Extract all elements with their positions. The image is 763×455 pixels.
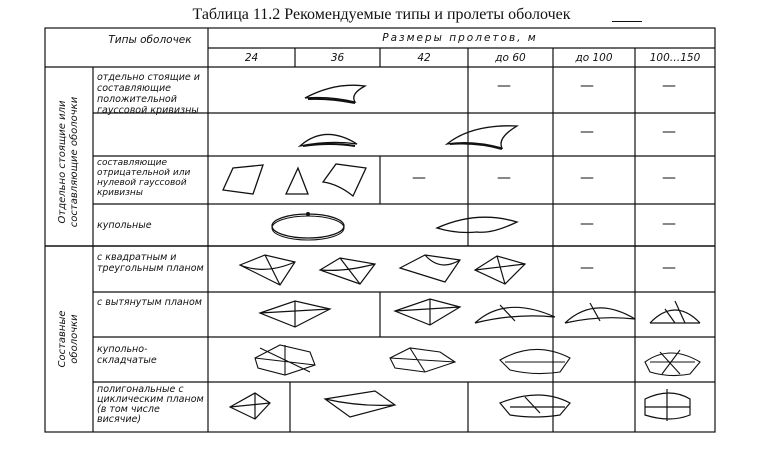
span-36: 36	[330, 52, 345, 64]
shell-sketch-positive	[300, 80, 370, 108]
dash-r1-100: —	[580, 78, 594, 94]
dash-r3-100: —	[580, 216, 594, 232]
row-label-domed-folded: купольно-складчатые	[97, 344, 157, 366]
dash-r2-150: —	[662, 170, 676, 186]
dash-r1b-150: —	[662, 124, 676, 140]
group-composite-line2: оболочки	[69, 314, 80, 364]
dome-sketch-round	[268, 208, 348, 242]
dash-r1b-100: —	[580, 124, 594, 140]
types-header: Типы оболочек	[108, 34, 192, 46]
row-label-square-plan: с квадратным и треугольным планом	[97, 252, 204, 274]
row-label-negative-curvature: составляющие отрицательной или нулевой гауссовой кривизны	[97, 158, 191, 198]
composite-sketches-folded	[250, 340, 710, 380]
composite-sketches-square	[235, 250, 535, 290]
dash-r3-150: —	[662, 216, 676, 232]
span-100: до 100	[575, 52, 613, 64]
span-24: 24	[244, 52, 259, 64]
shell-sketch-negative	[218, 160, 378, 200]
dash-r1-150: —	[662, 78, 676, 94]
group-composite	[57, 289, 81, 389]
row-label-positive-curvature: отдельно стоящие и составляющие положительной гауссовой кривизны	[97, 72, 200, 116]
row-label-elongated-plan: с вытянутым планом	[97, 297, 202, 308]
dash-r4-100: —	[580, 260, 594, 276]
group-composite-line1: Составные	[57, 310, 68, 368]
dome-sketch-flat	[432, 208, 522, 238]
dash-r2-60: —	[497, 170, 511, 186]
group-standalone	[57, 72, 81, 252]
shell-sketch-positive-3	[442, 120, 522, 152]
group-standalone-line1: Отдельно стоящие или	[57, 100, 68, 224]
row-label-polygonal: полигональные с цикличеcким планом (в том числе висячие)	[97, 384, 204, 425]
dash-r2-42: —	[412, 170, 426, 186]
span-42: 42	[417, 52, 431, 64]
spans-header: Размеры пролетов, м	[382, 32, 538, 44]
span-100-150: 100…150	[649, 52, 701, 64]
row-label-domed: купольные	[97, 220, 152, 231]
shell-sketch-positive-2	[295, 124, 365, 154]
dash-r1-60: —	[497, 78, 511, 94]
span-60: до 60	[495, 52, 526, 64]
dash-r4-150: —	[662, 260, 676, 276]
composite-sketches-elongated	[255, 295, 705, 335]
composite-sketches-polygonal	[225, 385, 695, 429]
dash-r2-100: —	[580, 170, 594, 186]
table-caption: Таблица 11.2 Рекомендуемые типы и пролеты оболочек	[192, 6, 571, 23]
group-standalone-line2: составляющие оболочки	[69, 96, 80, 228]
